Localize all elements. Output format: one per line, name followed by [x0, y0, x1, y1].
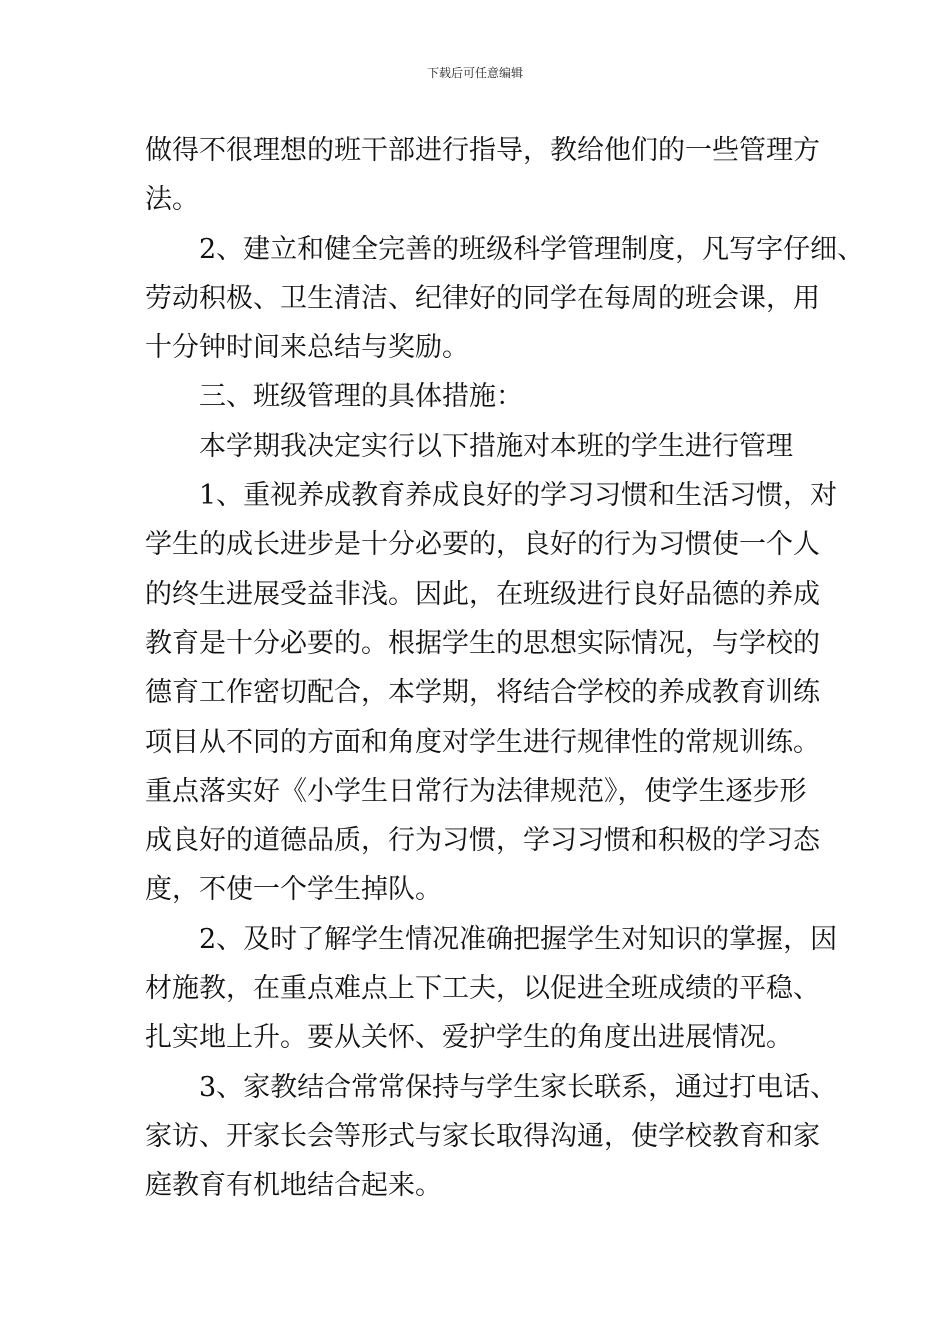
text-line-2: 法。 — [145, 184, 199, 216]
text-line-1: 做得不很理想的班干部进行指导，教给他们的一些管理方 — [145, 135, 820, 166]
text-line-16: 度，不使一个学生掉队。 — [145, 874, 442, 906]
text-line-9: 学生的成长进步是十分必要的，良好的行为习惯使一个人 — [145, 529, 820, 561]
text-line-17: 2、及时了解学生情况准确把握学生对知识的掌握，因 — [199, 923, 838, 955]
text-line-10: 的终生进展受益非浅。因此，在班级进行良好品德的养成 — [145, 578, 820, 610]
text-line-21: 家访、开家长会等形式与家长取得沟通，使学校教育和家 — [145, 1120, 820, 1152]
text-line-14: 重点落实好《小学生日常行为法律规范》，使学生逐步形 — [145, 775, 807, 807]
document-body — [145, 126, 865, 1211]
text-line-18: 材施教，在重点难点上下工夫，以促进全班成绩的平稳、 — [145, 973, 820, 1005]
text-line-22: 庭教育有机地结合起来。 — [145, 1170, 442, 1202]
text-line-8: 1、重视养成教育养成良好的学习习惯和生活习惯，对 — [199, 480, 838, 512]
text-line-12: 德育工作密切配合，本学期，将结合学校的养成教育训练 — [145, 677, 820, 709]
text-line-7: 本学期我决定实行以下措施对本班的学生进行管理 — [199, 430, 793, 462]
text-line-4: 劳动积极、卫生清洁、纪律好的同学在每周的班会课，用 — [145, 282, 820, 314]
text-line-11: 教育是十分必要的。根据学生的思想实际情况，与学校的 — [145, 627, 820, 659]
text-line-19: 扎实地上升。要从关怀、爱护学生的角度出进展情况。 — [145, 1022, 793, 1054]
text-line-5: 十分钟时间来总结与奖励。 — [145, 332, 469, 364]
text-line-20: 3、家教结合常常保持与学生家长联系，通过打电话、 — [199, 1071, 838, 1103]
section-heading: 三、班级管理的具体措施： — [199, 381, 523, 413]
text-line-3: 2、建立和健全完善的班级科学管理制度，凡写字仔细、 — [199, 233, 865, 265]
text-line-15: 成良好的道德品质，行为习惯，学习习惯和积极的学习态 — [145, 825, 820, 857]
page-header-note: 下载后可任意编辑 — [426, 66, 523, 80]
text-line-13: 项目从不同的方面和角度对学生进行规律性的常规训练。 — [145, 726, 820, 758]
